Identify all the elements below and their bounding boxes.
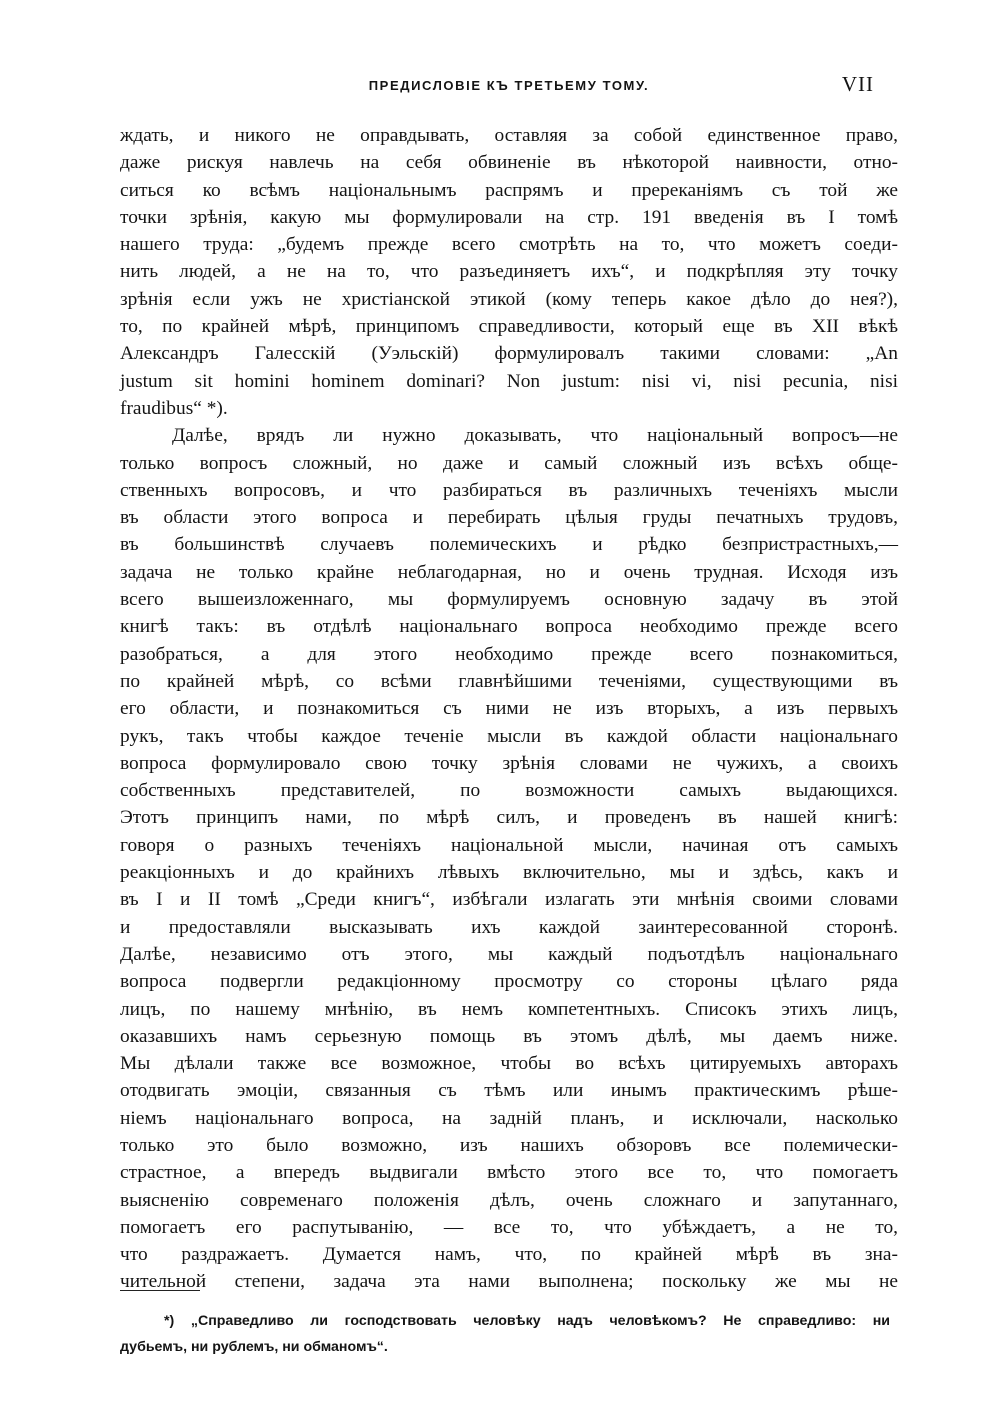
- text-line: оказавшихъ намъ серьезную помощь въ этомъ дѣлѣ, мы даемъ ниже.: [120, 1025, 898, 1047]
- text-line: реакціонныхъ и до крайнихъ лѣвыхъ включительно, мы и здѣсь, какъ и: [120, 862, 898, 884]
- text-line: нашего труда: „будемъ прежде всего смотрѣть на то, что можетъ соеди-: [120, 234, 898, 256]
- text-line: задача не только крайне неблагодарная, но и очень трудная. Исходя изъ: [120, 561, 898, 583]
- text-line: отодвигать эмоціи, связанныя съ тѣмъ или инымъ практическимъ рѣше-: [120, 1080, 898, 1102]
- text-line: всего вышеизложеннаго, мы формулируемъ основную задачу въ этой: [120, 589, 898, 611]
- text-line: рукъ, такъ чтобы каждое теченіе мысли въ каждой области національнаго: [120, 725, 898, 747]
- footnote-line: *) „Справедливо ли господствовать человѣку надъ человѣкомъ? Не справедливо: ни: [164, 1313, 890, 1329]
- footnote-line: дубьемъ, ни рублемъ, ни обманомъ“.: [120, 1339, 388, 1355]
- text-line: только это было возможно, изъ нашихъ обзоровъ все полемически-: [120, 1134, 898, 1156]
- text-line: ждать, и никого не оправдывать, оставляя за собой единственное право,: [120, 125, 898, 146]
- text-line: точки зрѣнія, какую мы формулировали на стр. 191 введенія въ I томѣ: [120, 206, 898, 228]
- text-line: чительной степени, задача эта нами выполнена; поскольку же мы не: [120, 1271, 898, 1293]
- text-line: нить людей, а не на то, что разъединяетъ ихъ“, и подкрѣпляя эту точку: [120, 261, 898, 283]
- body-text: [120, 122, 898, 1296]
- running-title: ПРЕДИСЛОВІЕ КЪ ТРЕТЬЕМУ ТОМУ.: [368, 78, 650, 93]
- text-line: его области, и познакомиться съ ними не изъ вторыхъ, а изъ первыхъ: [120, 698, 898, 720]
- text-line: зрѣнія если ужъ не христіанской этикой (кому теперь какое дѣло до нея?),: [120, 288, 898, 310]
- text-line: вопроса подвергли редакціонному просмотру со стороны цѣлаго ряда: [120, 971, 898, 993]
- text-line: fraudibus“ *).: [120, 397, 228, 419]
- text-line: даже рискуя навлечь на себя обвиненіе въ нѣкоторой наивности, отно-: [120, 152, 898, 174]
- text-line: что раздражаетъ. Думается намъ, что, по крайней мѣрѣ въ зна-: [120, 1244, 898, 1266]
- text-line: только вопросъ сложный, но даже и самый сложный изъ всѣхъ обще-: [120, 452, 898, 474]
- text-line: въ большинствѣ случаевъ полемическихъ и рѣдко безпристрастныхъ,—: [120, 534, 898, 556]
- text-line: ситься ко всѣмъ національнымъ распрямъ и пререканіямъ съ той же: [120, 179, 898, 201]
- paragraph-start-line: Далѣе, врядъ ли нужно доказывать, что національный вопросъ—не: [172, 425, 898, 447]
- text-line: по крайней мѣрѣ, со всѣми главнѣйшими теченіями, существующими въ: [120, 670, 898, 692]
- text-line: Далѣе, независимо отъ этого, мы каждый подъотдѣлъ національнаго: [120, 943, 898, 965]
- text-line: Этотъ принципъ нами, по мѣрѣ силъ, и проведенъ въ нашей книгѣ:: [120, 807, 898, 829]
- text-line: книгѣ такъ: въ отдѣлѣ національнаго вопроса необходимо прежде всего: [120, 616, 898, 638]
- text-line: разобраться, а для этого необходимо прежде всего познакомиться,: [120, 643, 898, 665]
- footnote: [120, 1308, 890, 1360]
- text-line: ственныхъ вопросовъ, и что разбираться въ различныхъ теченіяхъ мысли: [120, 479, 898, 501]
- text-line: въ I и II томѣ „Среди книгъ“, избѣгали излагать эти мнѣнія своими словами: [120, 889, 898, 911]
- text-line: Александръ Галесскій (Уэльскій) формулировалъ такими словами: „An: [120, 343, 898, 365]
- text-line: выясненію современаго положенія дѣлъ, очень сложнаго и запутаннаго,: [120, 1189, 898, 1211]
- page-number: VII: [841, 72, 874, 96]
- text-line: въ области этого вопроса и перебирать цѣлыя груды печатныхъ трудовъ,: [120, 507, 898, 529]
- text-line: и предоставляли высказывать ихъ каждой заинтересованной сторонѣ.: [120, 916, 898, 938]
- text-line: Мы дѣлали также все возможное, чтобы во всѣхъ цитируемыхъ авторахъ: [120, 1053, 898, 1075]
- text-line: говоря о разныхъ теченіяхъ національной мысли, начиная отъ самыхъ: [120, 834, 898, 856]
- text-line: помогаетъ его распутыванію, — все то, что убѣждаетъ, а не то,: [120, 1216, 898, 1238]
- text-line: ніемъ національнаго вопроса, на задній планъ, и исключали, насколько: [120, 1107, 898, 1129]
- text-line: собственныхъ представителей, по возможности самыхъ выдающихся.: [120, 780, 898, 802]
- running-header: [120, 74, 898, 98]
- text-line: лицъ, по нашему мнѣнію, въ немъ компетентныхъ. Списокъ этихъ лицъ,: [120, 998, 898, 1020]
- text-line: страстное, а впередъ выдвигали вмѣсто этого все то, что помогаетъ: [120, 1162, 898, 1184]
- footnote-divider: [120, 1290, 200, 1291]
- text-line: вопроса формулировало свою точку зрѣнія словами не чужихъ, а своихъ: [120, 752, 898, 774]
- text-line: то, по крайней мѣрѣ, принципомъ справедливости, который еще въ XII вѣкѣ: [120, 316, 898, 338]
- text-line: justum sit homini hominem dominari? Non justum: nisi vi, nisi pecunia, nisi: [120, 370, 898, 392]
